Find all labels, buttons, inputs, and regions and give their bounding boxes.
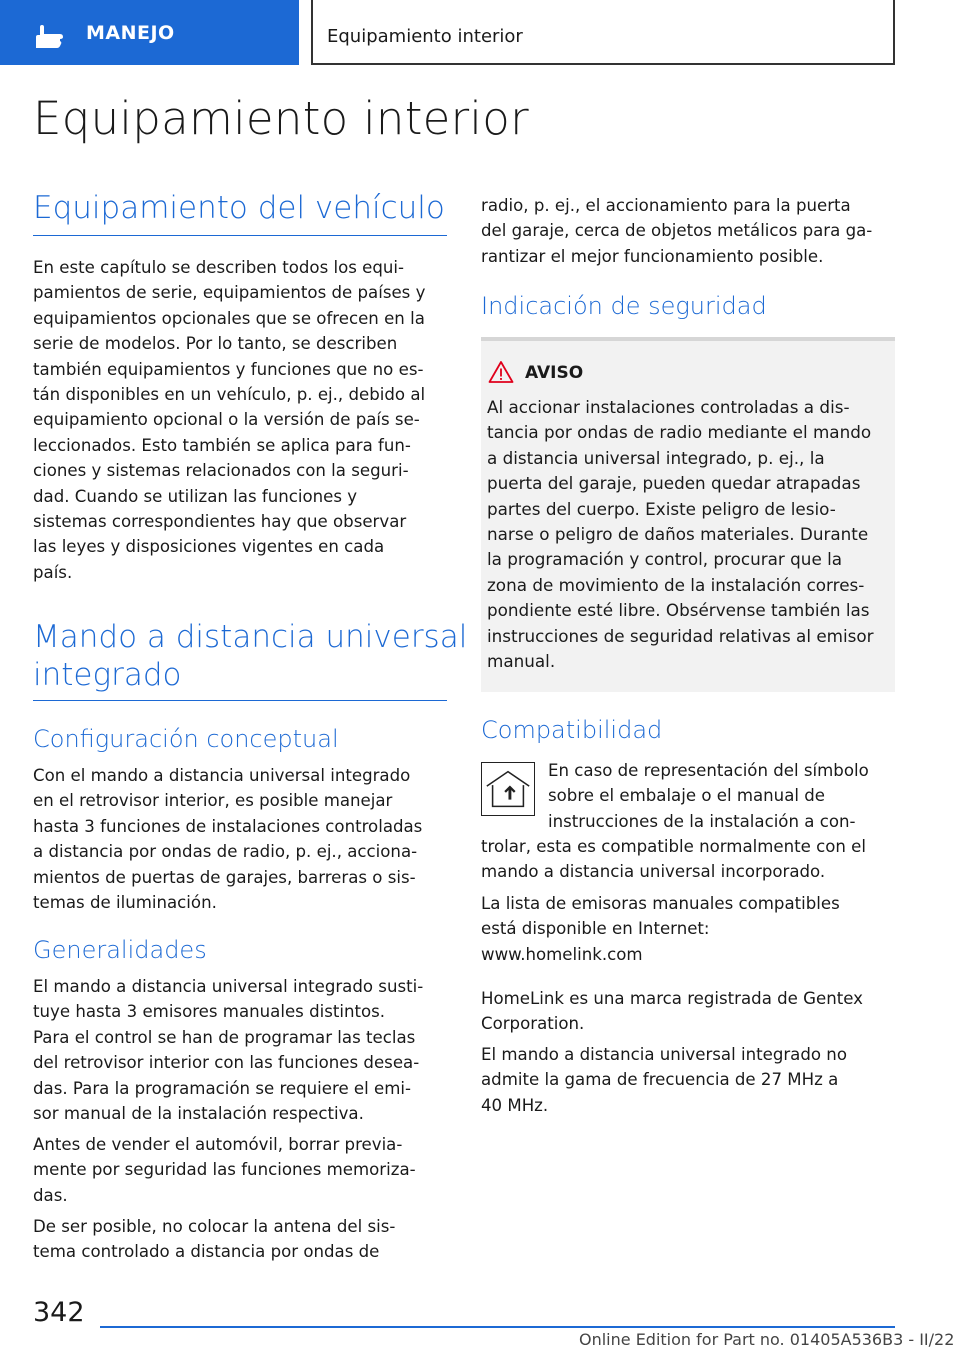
section-label: MANEJO <box>86 22 175 44</box>
text-line: das. Para la programación se requiere el emi- <box>33 1078 411 1098</box>
text-line: pondiente esté libre. Obsérvense también las <box>487 600 870 621</box>
heading-line: Mando a distancia universal <box>33 619 468 655</box>
compatible-list-paragraph <box>481 891 840 967</box>
text-line: serie de modelos. Por lo tanto, se describen <box>33 334 398 354</box>
text-line: sor manual de la instalación respectiva. <box>33 1104 364 1124</box>
compat-text-wrapped <box>548 758 869 834</box>
text-line: Corporation. <box>481 1014 585 1034</box>
heading-compatibility: Compatibilidad <box>481 716 663 744</box>
text-line: narse o peligro de daños materiales. Durante <box>487 524 869 545</box>
text-line: equipamientos opcionales que se ofrecen en la <box>33 308 425 328</box>
text-line: instrucciones de seguridad relativas al emisor <box>487 625 874 646</box>
chapter-label: Equipamiento interior <box>327 26 523 47</box>
text-line: Para el control se han de programar las teclas <box>33 1027 416 1047</box>
general-paragraph-3 <box>33 1214 395 1265</box>
text-line: 40 MHz. <box>481 1095 549 1115</box>
text-line: equipamiento opcional o la versión de país se- <box>33 410 420 430</box>
compat-text <box>481 834 866 885</box>
text-line: Con el mando a distancia universal integrado <box>33 766 411 785</box>
text-line: Al accionar instalaciones controladas a dis- <box>487 397 850 417</box>
vehicle-paragraph <box>33 255 425 585</box>
text-line: En caso de representación del símbolo <box>548 761 869 780</box>
text-line: admite la gama de frecuencia de 27 MHz a <box>481 1070 839 1090</box>
continued-paragraph <box>481 193 872 269</box>
text-line: la programación y control, procurar que la <box>487 549 843 570</box>
homelink-url[interactable]: www.homelink.com <box>481 944 643 964</box>
edition-note: Online Edition for Part no. 01405A536B3 - II/22 <box>579 1330 955 1349</box>
text-line: las leyes y disposiciones vigentes en cada <box>33 537 385 557</box>
text-line: tema controlado a distancia por ondas de <box>33 1242 380 1262</box>
heading-vehicle-equipment: Equipamiento del vehículo <box>33 190 445 226</box>
text-line: país. <box>33 562 73 582</box>
text-line: también equipamientos y funciones que no es- <box>33 359 424 379</box>
text-line: sobre el embalaje o el manual de <box>548 786 825 806</box>
text-line: del retrovisor interior con las funciones desea- <box>33 1053 420 1073</box>
text-line: está disponible en Internet: <box>481 919 710 939</box>
warning-text <box>487 395 874 674</box>
heading-universal-remote <box>33 618 467 694</box>
text-line: das. <box>33 1185 68 1205</box>
text-line: El mando a distancia universal integrado no <box>481 1045 847 1064</box>
trademark-paragraph <box>481 986 863 1037</box>
heading-safety: Indicación de seguridad <box>481 292 767 320</box>
section-tab <box>0 0 299 65</box>
text-line: tancia por ondas de radio mediante el mando <box>487 422 872 443</box>
text-line: trolar, esta es compatible normalmente con el <box>481 837 866 856</box>
text-line: hasta 3 funciones de instalaciones controladas <box>33 816 423 836</box>
concept-paragraph <box>33 763 422 915</box>
text-line: HomeLink es una marca registrada de Gentex <box>481 989 863 1008</box>
heading-concept: Configuración conceptual <box>33 725 339 753</box>
hand-pointer-icon <box>30 22 66 50</box>
frequency-paragraph <box>481 1042 847 1118</box>
text-line: mando a distancia universal incorporado. <box>481 862 826 882</box>
text-line: El mando a distancia universal integrado susti- <box>33 977 424 996</box>
warning-title: AVISO <box>525 363 584 383</box>
text-line: En este capítulo se describen todos los equi- <box>33 258 405 277</box>
text-line: ciones y sistemas relacionados con la seguri- <box>33 461 409 481</box>
heading-general: Generalidades <box>33 936 207 964</box>
text-line: tuye hasta 3 emisores manuales distintos. <box>33 1002 386 1022</box>
text-line: partes del cuerpo. Existe peligro de lesio- <box>487 498 836 519</box>
section-rule <box>33 700 447 701</box>
text-line: mientos de puertas de garajes, barreras o sis- <box>33 867 416 887</box>
text-line: del garaje, cerca de objetos metálicos para ga- <box>481 221 873 241</box>
text-line: instrucciones de la instalación a con- <box>548 811 856 831</box>
text-line: rantizar el mejor funcionamiento posible. <box>481 246 824 266</box>
heading-line: integrado <box>33 657 182 693</box>
page-number: 342 <box>33 1297 85 1328</box>
footer-rule <box>100 1326 895 1328</box>
text-line: dad. Cuando se utilizan las funciones y <box>33 486 358 506</box>
section-rule <box>33 235 447 236</box>
text-line: mente por seguridad las funciones memoriza- <box>33 1160 416 1180</box>
text-line: pamientos de serie, equipamientos de países y <box>33 283 426 303</box>
text-line: radio, p. ej., el accionamiento para la puerta <box>481 196 851 215</box>
text-line: sistemas correspondientes hay que observar <box>33 512 407 532</box>
text-line: manual. <box>487 651 556 672</box>
general-paragraph-1 <box>33 974 423 1126</box>
text-line: Antes de vender el automóvil, borrar previa- <box>33 1135 403 1154</box>
text-line: zona de movimiento de la instalación corres- <box>487 574 865 595</box>
text-line: en el retrovisor interior, es posible manejar <box>33 791 393 811</box>
text-line: leccionados. Esto también se aplica para fun- <box>33 435 411 455</box>
general-paragraph-2 <box>33 1132 416 1208</box>
text-line: tán disponibles en un vehículo, p. ej., debido al <box>33 385 426 405</box>
text-line: a distancia universal integrado, p. ej., la <box>487 447 825 468</box>
warning-triangle-icon <box>488 360 514 384</box>
text-line: temas de iluminación. <box>33 893 217 913</box>
text-line: De ser posible, no colocar la antena del sis- <box>33 1217 396 1236</box>
page-title: Equipamiento interior <box>33 92 529 145</box>
homelink-house-icon <box>481 762 535 816</box>
text-line: La lista de emisoras manuales compatibles <box>481 894 840 913</box>
text-line: a distancia por ondas de radio, p. ej., acciona- <box>33 842 418 862</box>
chapter-header <box>311 0 895 65</box>
text-line: puerta del garaje, pueden quedar atrapadas <box>487 473 861 494</box>
